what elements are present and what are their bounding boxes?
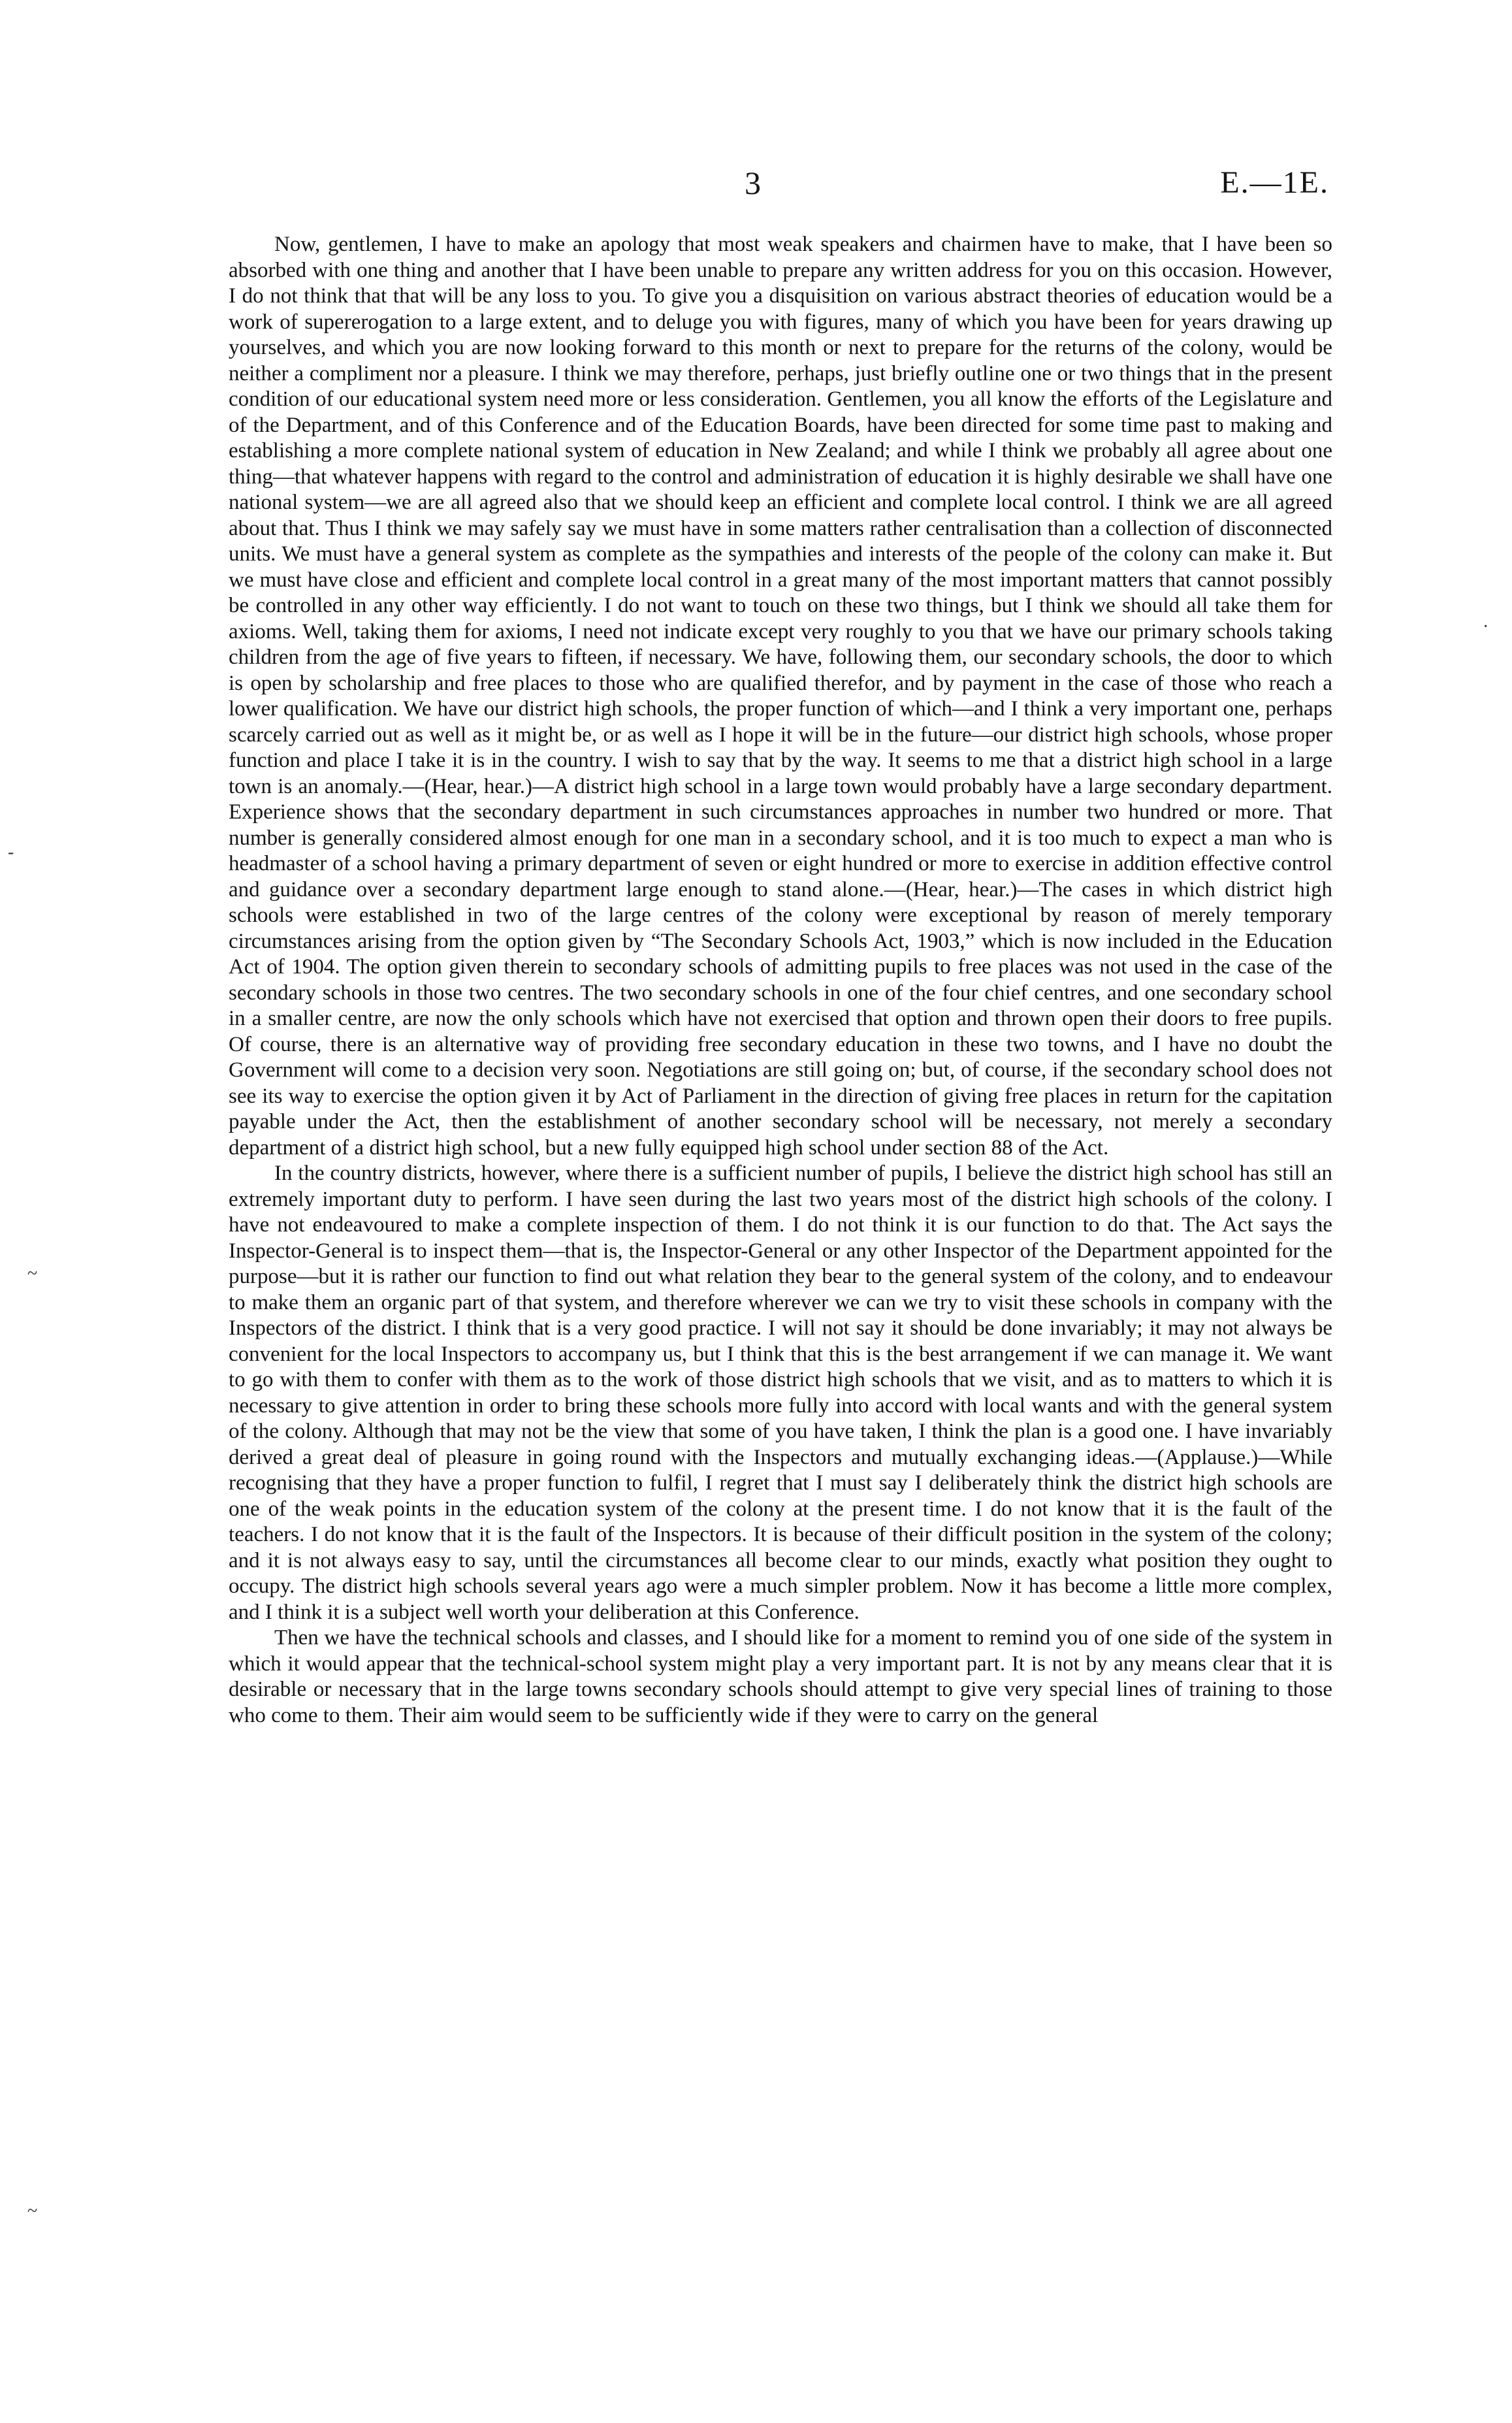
document-reference: E.—1E. bbox=[1220, 165, 1329, 200]
paragraph-1: Now, gentlemen, I have to make an apology that most weak speakers and chairmen have to make, that I have been so absorbed with one thing and another that I have been unable to prepare any written address for you on this occasion. However, I do not think that that will be any loss to you. To give you a disquisition on various abstract theories of education would be a work of supererogation to a large extent, and to deluge you with figures, many of which you have been for years drawing up yourselves, and which you are now looking forward to this month or next to prepare for the returns of the colony, would be neither a compliment nor a pleasure. I think we may therefore, perhaps, just briefly outline one or two things that in the present condition of our educational system need more or less consideration. Gentlemen, you all know the efforts of the Legislature and of the Department, and of this Conference and of the Education Boards, have been directed for some time past to making and establishing a more complete national system of education in New Zealand; and while I think we probably all agree about one thing—that whatever happens with regard to the control and administration of education it is highly desirable we shall have one national system—we are all agreed also that we should keep an efficient and complete local control. I think we are all agreed about that. Thus I think we may safely say we must have in some matters rather centralisation than a collection of disconnected units. We must have a general system as complete as the sympathies and interests of the people of the colony can make it. But we must have close and efficient and complete local control in a great many of the most important matters that cannot possibly be controlled in any other way efficiently. I do not want to touch on these two things, but I think we should all take them for axioms. Well, taking them for axioms, I need not indicate except very roughly to you that we have our primary schools taking children from the age of five years to fifteen, if necessary. We have, following them, our secondary schools, the door to which is open by scholarship and free places to those who are qualified therefor, and by payment in the case of those who reach a lower qualification. We have our district high schools, the proper function of which—and I think a very important one, perhaps scarcely carried out as well as it might be, or as well as I hope it will be in the future—our district high schools, whose proper function and place I take it is in the country. I wish to say that by the way. It seems to me that a district high school in a large town is an anomaly.—(Hear, hear.)—A district high school in a large town would probably have a large secondary department. Experience shows that the secondary department in such circumstances approaches in number two hundred or more. That number is generally considered almost enough for one man in a secondary school, and it is too much to expect a man who is headmaster of a school having a primary department of seven or eight hundred or more to exercise in addition effective control and guidance over a secondary department large enough to stand alone.—(Hear, hear.)—The cases in which district high schools were established in two of the large centres of the colony were exceptional by reason of merely temporary circumstances arising from the option given by “The Secondary Schools Act, 1903,” which is now included in the Education Act of 1904. The option given therein to secondary schools of admitting pupils to free places was not used in the case of the secondary schools in those two centres. The two secondary schools in one of the four chief centres, and one secondary school in a smaller centre, are now the only schools which have not exercised that option and thrown open their doors to free pupils. Of course, there is an alternative way of providing free secondary education in these two towns, and I have no doubt the Government will come to a decision very soon. Negotiations are still going on; but, of course, if the secondary school does not see its way to exercise the option given it by Act of Parliament in the direction of giving free places in return for the capitation payable under the Act, then the establishment of another secondary school will be necessary, not merely a secondary department of a district high school, but a new fully equipped high school under section 88 of the Act. bbox=[229, 233, 1332, 1160]
body-text bbox=[229, 232, 1332, 1729]
paragraph-3: Then we have the technical schools and classes, and I should like for a moment to remind you of one side of the system in which it would appear that the technical-school system might play a very important part. It is not by any means clear that it is desirable or necessary that in the large towns secondary schools should attempt to give very special lines of training to those who come to them. Their aim would seem to be sufficiently wide if they were to carry on the general bbox=[229, 1626, 1332, 1727]
paragraph-2: In the country districts, however, where there is a sufficient number of pupils, I believe the district high school has still an extremely important duty to perform. I have seen during the last two years most of the district high schools of the colony. I have not endeavoured to make a complete inspection of them. I do not think it is our function to do that. The Act says the Inspector-General is to inspect them—that is, the Inspector-General or any other Inspector of the Department appointed for the purpose—but it is rather our function to find out what relation they bear to the general system of the colony, and to endeavour to make them an organic part of that system, and therefore wherever we can we try to visit these schools in company with the Inspectors of the district. I think that is a very good practice. I will not say it should be done invariably; it may not always be convenient for the local Inspectors to accompany us, but I think that this is the best arrangement if we can manage it. We want to go with them to confer with them as to the work of those district high schools that we visit, and as to matters to which it is necessary to give attention in order to bring these schools more fully into accord with local wants and with the general system of the colony. Although that may not be the view that some of you have taken, I think the plan is a good one. I have invariably derived a great deal of pleasure in going round with the Inspectors and mutually exchanging ideas.—(Applause.)—While recognising that they have a proper function to fulfil, I regret that I must say I deliberately think the district high schools are one of the weak points in the education system of the colony at the present time. I do not know that it is the fault of the teachers. I do not know that it is the fault of the Inspectors. It is because of their difficult position in the system of the colony; and it is not always easy to say, until the circumstances all become clear to our minds, exactly what position they ought to occupy. The district high schools several years ago were a much simpler problem. Now it has become a little more complex, and I think it is a subject well worth your deliberation at this Conference. bbox=[229, 1162, 1332, 1624]
page-number: 3 bbox=[745, 165, 761, 201]
margin-tick: ~ bbox=[27, 1263, 38, 1284]
page-header bbox=[0, 163, 1512, 209]
margin-tick: - bbox=[8, 842, 14, 862]
margin-dot: · bbox=[1483, 617, 1489, 637]
margin-tick: ~ bbox=[27, 2201, 38, 2221]
